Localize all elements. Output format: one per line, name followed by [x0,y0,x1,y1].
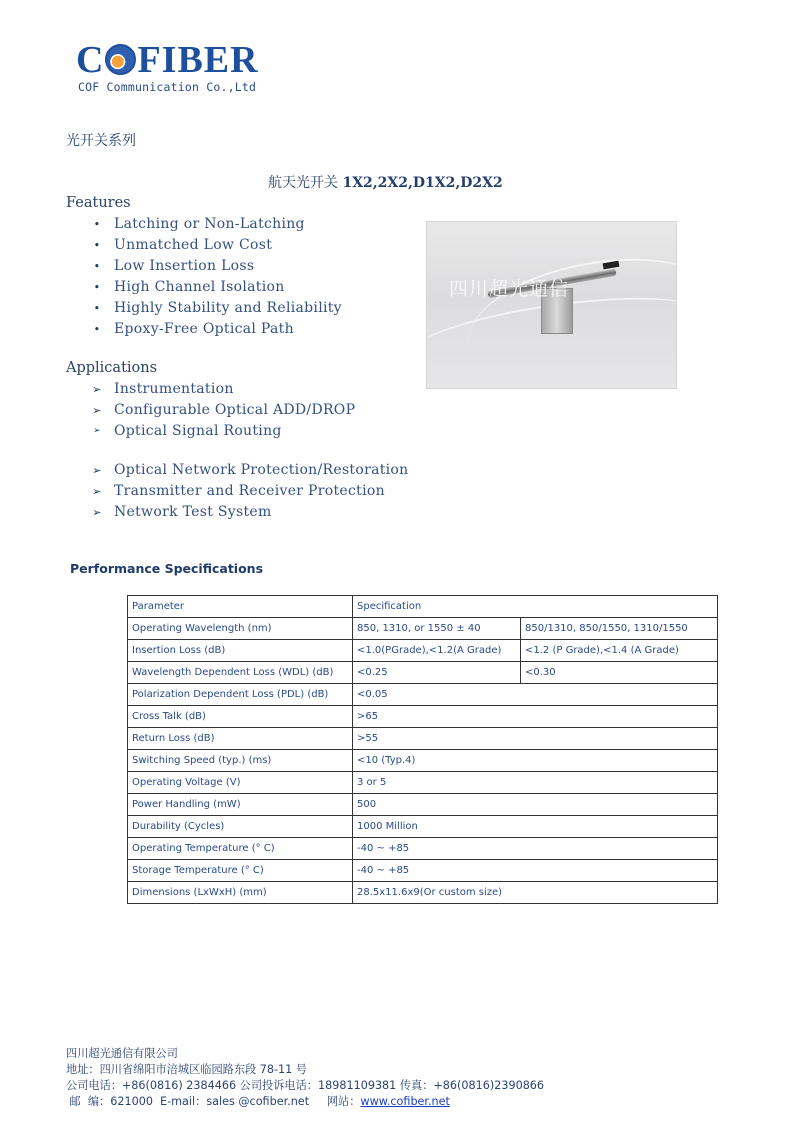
table-row: Power Handling (mW) 500 [128,794,718,816]
features-heading: Features [66,195,131,211]
bullet-icon: • [93,260,101,273]
company-logo [76,40,296,100]
footer-contact [66,1046,544,1110]
feature-item: • Highly Stability and Reliability [88,298,408,319]
bullet-icon: • [93,281,101,294]
table-row: Switching Speed (typ.) (ms) <10 (Typ.4) [128,750,718,772]
table-row: Operating Temperature (° C) -40 ~ +85 [128,838,718,860]
table-header-row [128,596,718,618]
table-row: Cross Talk (dB) >65 [128,706,718,728]
product-models: 1X2,2X2,D1X2,D2X2 [342,175,503,191]
bullet-icon: • [93,218,101,231]
arrow-bullet-icon: ➢ [92,485,102,498]
table-row: Return Loss (dB) >55 [128,728,718,750]
application-item: ➢ Optical Signal Routing [88,421,448,442]
sunburst-logo-icon [105,44,136,75]
series-title: 光开关系列 [66,133,136,149]
feature-item: • Epoxy-Free Optical Path [88,319,408,340]
footer-phones: 公司电话：+86(0816) 2384466 公司投诉电话：18981109381 传真：+86(0816)2390866 [66,1079,545,1092]
product-title-cn: 航天光开关 [268,175,338,191]
features-list [88,214,408,340]
table-row: Polarization Dependent Loss (PDL) (dB) <0.05 [128,684,718,706]
application-item: ➢ Transmitter and Receiver Protection [88,481,448,502]
feature-item: • Low Insertion Loss [88,256,408,277]
application-item: ➢ Optical Network Protection/Restoration [88,460,448,481]
table-row: Operating Wavelength (nm) 850, 1310, or 1550 ± 40 850/1310, 850/1550, 1310/1550 [128,618,718,640]
table-row: Wavelength Dependent Loss (WDL) (dB) <0.25 <0.30 [128,662,718,684]
feature-item: • Latching or Non-Latching [88,214,408,235]
footer-postcode-email: 邮 编：621000 E-mail：sales @cofiber.net 网站：www.cofiber.net [66,1095,450,1108]
arrow-bullet-icon: ➢ [93,426,101,436]
feature-item: • High Channel Isolation [88,277,408,298]
bullet-icon: • [93,239,101,252]
applications-heading: Applications [66,360,158,376]
logo-wordmark: C FIBER [76,39,259,81]
header-parameter: Parameter [128,596,353,618]
bullet-icon: • [93,302,101,315]
header-specification: Specification [353,596,718,618]
arrow-bullet-icon: ➢ [92,506,102,519]
application-item: ➢ Configurable Optical ADD/DROP [88,400,448,421]
website-link[interactable]: www.cofiber.net [360,1095,450,1108]
table-row: Insertion Loss (dB) <1.0(PGrade),<1.2(A Grade) <1.2 (P Grade),<1.4 (A Grade) [128,640,718,662]
footer-address: 地址：四川省绵阳市涪城区临园路东段 78-11 号 [66,1063,307,1076]
table-row: Durability (Cycles) 1000 Million [128,816,718,838]
logo-subtitle: COF Communication Co.,Ltd [78,80,257,94]
specs-table [127,595,718,904]
feature-item: • Unmatched Low Cost [88,235,408,256]
arrow-bullet-icon: ➢ [92,464,102,477]
arrow-bullet-icon: ➢ [92,404,102,417]
product-title [268,172,503,192]
specs-heading: Performance Specifications [70,561,264,576]
bullet-icon: • [93,323,101,336]
applications-list [88,379,448,523]
table-row: Dimensions (LxWxH) (mm) 28.5x11.6x9(Or custom size) [128,882,718,904]
product-photo [426,221,677,389]
application-item: ➢ Network Test System [88,502,448,523]
table-row: Operating Voltage (V) 3 or 5 [128,772,718,794]
application-item: ➢ Instrumentation [88,379,448,400]
photo-watermark: 四川超光通信 [449,278,570,300]
footer-company-name: 四川超光通信有限公司 [66,1047,178,1060]
arrow-bullet-icon: ➢ [92,383,102,396]
table-row: Storage Temperature (° C) -40 ~ +85 [128,860,718,882]
